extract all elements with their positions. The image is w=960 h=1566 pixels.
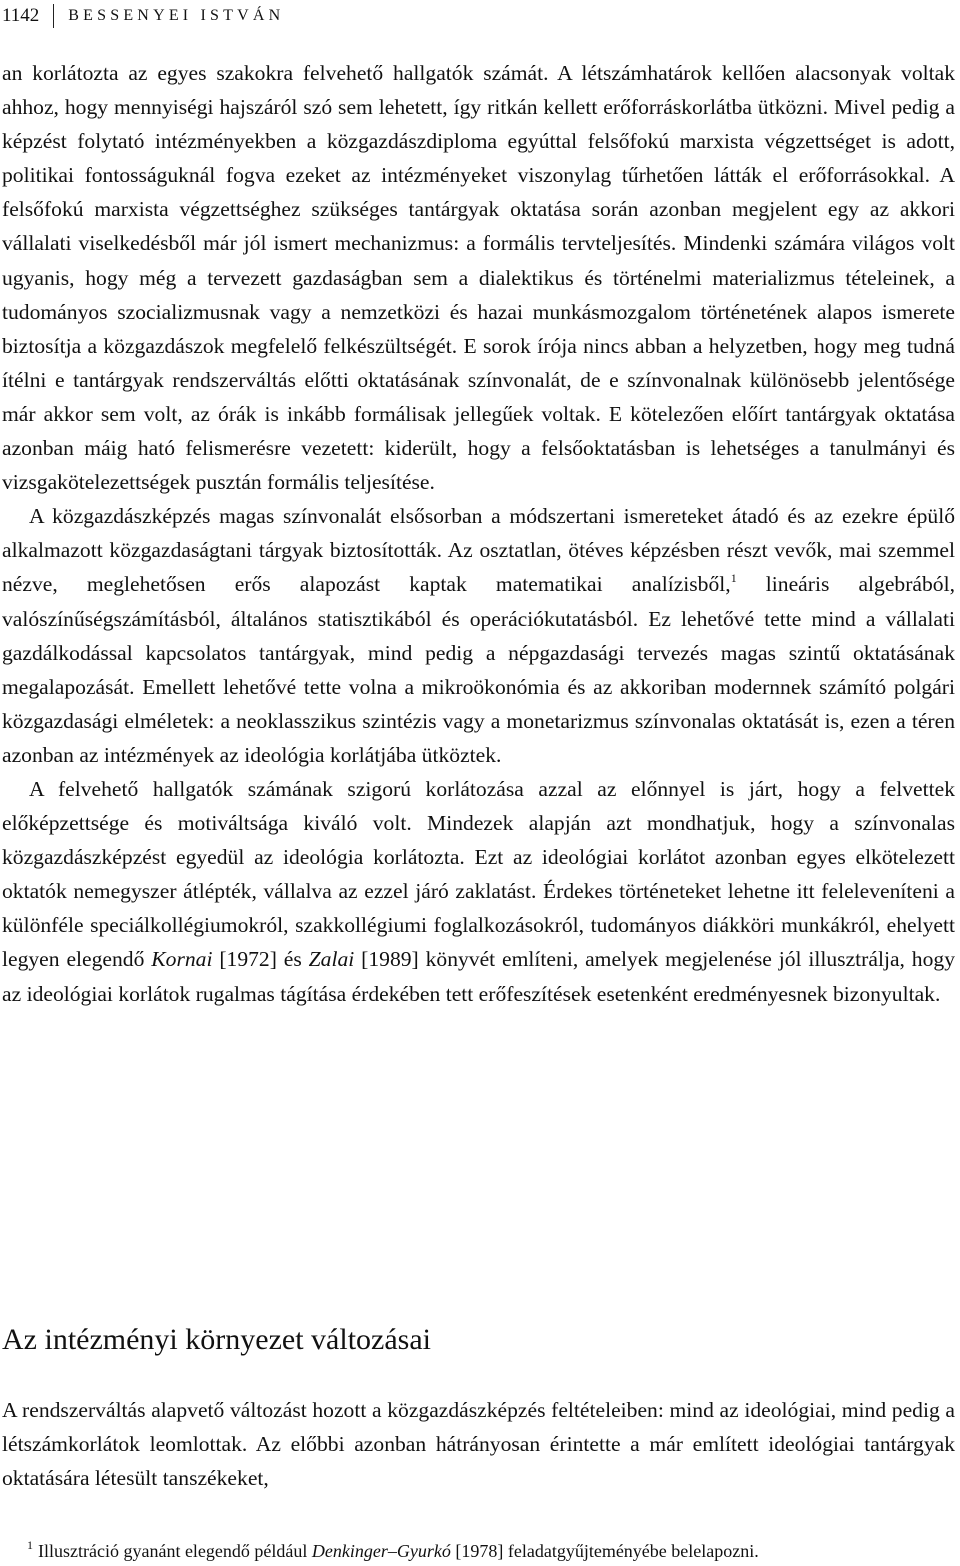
- paragraph-text: A felvehető hallgatók számának szigorú korlátozása azzal az előnnyel is járt, hogy a felvettek előképzettsége és motiváltsága kiváló volt. Mindezek alapján azt mondhatjuk, hogy a színvonalas közgazdászképzést egyedül az ideológia korlátozta. Ezt az ideológiai korlátot azonban egyes elkötelezett oktatók nemegyszer átlépték, vállalva az ezzel járó zaklatást. Érdekes történeteket lehetne itt feleleveníteni a különféle speciálkollégiumokról, szakkollégiumi foglalkozásokról, tudományos diákköri munkákról, ehelyett legyen elegendő: [2, 776, 955, 972]
- paragraph-text: [1989] könyvét említeni, amelyek megjelenése jól illusztrálja, hogy az ideológiai korlátok rugalmas tágítása érdekében tett erőfeszítések esetenként eredményesnek bizonyultak.: [2, 947, 955, 1006]
- author-citation-zalai: Zalai: [308, 947, 355, 972]
- section-paragraph: A rendszerváltás alapvető változást hozott a közgazdászképzés feltételeiben: mind az ideológiai, mind pedig a létszámkorlátok leomlottak. Az előbbi azonban hátrányosan érintette a már említett ideológiai tantárgyak oktatására létesült tanszékeket,: [2, 1398, 955, 1491]
- body-text: [2, 56, 955, 1011]
- paragraph-1: [2, 56, 955, 499]
- running-head: [2, 4, 284, 28]
- footnote: [27, 1532, 957, 1564]
- paragraph-2: [2, 499, 955, 772]
- footnote-marker: 1: [27, 1538, 33, 1552]
- running-head-author: BESSENYEI ISTVÁN: [68, 7, 285, 24]
- page-number: 1142: [2, 5, 40, 26]
- footnote-text-end: [1978] feladatgyűjteményébe belelapozni.: [450, 1541, 759, 1561]
- paragraph-text: lineáris algebrából, valószínűségszámításból, általános statisztikából és operációkutatásból. Ez lehetővé tette mind a vállalati gazdálkodással kapcsolatos tantárgyak, mind pedig a népgazdasági tervezés magas szintű oktatásának megalapozását. Emellett lehetővé tette volna a mikroökonómia és az akkoriban modernnek számító polgári közgazdasági elméletek: a neoklasszikus szintézis vagy a monetarizmus színvonalas oktatását is, ezen a téren azonban az intézmények az ideológia korlátjába ütköztek.: [2, 572, 955, 767]
- section-body: [2, 1393, 955, 1495]
- footnote-text: Illusztráció gyanánt elegendő például: [38, 1541, 312, 1561]
- paragraph-text: an korlátozta az egyes szakokra felvehető hallgatók számát. A létszámhatárok kellően alacsonyak voltak ahhoz, hogy mennyiségi hajszáról szó sem lehetett, így ritkán kellett erőforráskorlátba ütközni. Mivel pedig a képzést folytató intézményekben a közgazdászdiploma egyúttal felsőfokú marxista végzettséget is adott, politikai fontosságuknál fogva ezeket az intézményeket viszonylag tűrhetően látták el erőforrásokkal. A felsőfokú marxista végzettséghez szükséges tantárgyak oktatása során azonban megjelent egy az akkori vállalati viselkedésből már jól ismert mechanizmus: a formális tervteljesítés. Mindenki számára világos volt ugyanis, hogy még a tervezett gazdaságban sem a dialektikus és történelmi materializmus tételeinek, a tudományos szocializmusnak vagy a nemzetközi és hazai munkásmozgalom történetének alapos ismerete biztosítja a közgazdászok megfelelő felkészültségét. E sorok írója nincs abban a helyzetben, hogy meg tudná ítélni e tantárgyak rendszerváltás előtti oktatásának színvonalát, de e színvonalnak különösebb jelentősége már akkor sem volt, az órák is inkább formálisak jellegűek voltak. E kötelezően előírt tantárgyak oktatása azonban máig ható felismerésre vezetett: kiderült, hogy a felsőoktatásban is lehetséges a tanulmányi és vizsgakötelezettségek pusztán formális teljesítése.: [2, 61, 955, 495]
- footnote-reference[interactable]: 1: [730, 571, 737, 586]
- header-divider: [53, 4, 54, 28]
- paragraph-3: [2, 772, 955, 1011]
- paragraph-text: A közgazdászképzés magas színvonalát elsősorban a módszertani ismereteket átadó és az ezekre épülő alkalmazott közgazdaságtani tárgyak biztosították. Az osztatlan, ötéves képzésben részt vevők, mai szemmel nézve, meglehetősen erős alapozást kaptak matematikai analízisből,: [2, 504, 955, 597]
- footnote-author-citation: Denkinger–Gyurkó: [311, 1541, 451, 1561]
- section-heading: Az intézményi környezet változásai: [2, 1323, 431, 1356]
- author-citation-kornai: Kornai: [151, 947, 213, 972]
- paragraph-text: [1972] és: [212, 947, 309, 972]
